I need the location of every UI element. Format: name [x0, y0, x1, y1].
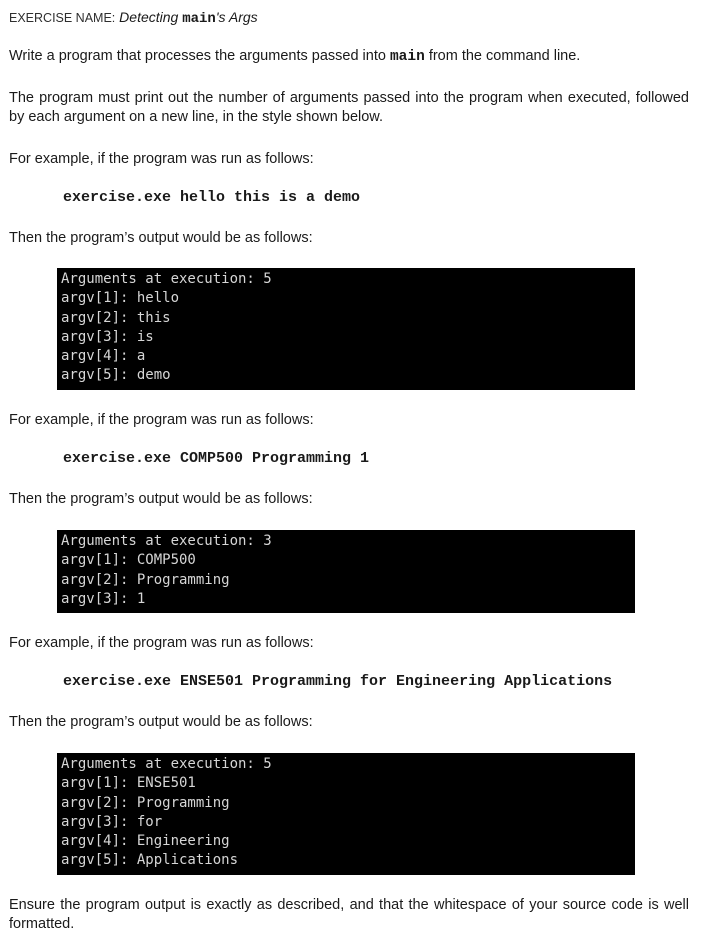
console-line: argv[2]: Programming: [61, 571, 230, 588]
exercise-name: Detecting main's Args: [119, 9, 258, 27]
example-1-console: [57, 268, 635, 390]
exercise-name-label: EXERCISE NAME:: [9, 11, 116, 25]
console-line: argv[4]: Engineering: [61, 833, 230, 850]
intro-paragraph: Write a program that processes the arguments passed into main from the command line.: [9, 48, 581, 65]
exercise-title: [9, 8, 689, 29]
description-paragraph: The program must print out the number of arguments passed into the program when executed, followed by each argument on a new line, in the style shown below.: [9, 90, 689, 125]
example-3-lead: For example, if the program was run as follows:: [9, 635, 314, 651]
example-2-then: Then the program’s output would be as follows:: [9, 491, 313, 507]
example-1-command: exercise.exe hello this is a demo: [63, 189, 361, 206]
console-line: argv[1]: hello: [61, 290, 180, 307]
console-line: Arguments at execution: 5: [61, 271, 272, 287]
console-line: Arguments at execution: 3: [61, 533, 272, 549]
example-1-lead: For example, if the program was run as follows:: [9, 151, 314, 167]
main-keyword: main: [389, 49, 425, 65]
example-2-lead: For example, if the program was run as follows:: [9, 412, 314, 428]
console-line: argv[2]: this: [61, 309, 171, 326]
console-line: argv[3]: 1: [61, 590, 146, 607]
example-2-console: [57, 530, 635, 613]
example-2-command: exercise.exe COMP500 Programming 1: [63, 450, 370, 467]
console-line: Arguments at execution: 5: [61, 756, 272, 772]
example-3-command: exercise.exe ENSE501 Programming for Engineering Applications: [63, 673, 613, 690]
closing-paragraph: Ensure the program output is exactly as described, and that the whitespace of your source code is well formatted.: [9, 897, 689, 932]
console-line: argv[5]: Applications: [61, 852, 239, 869]
example-3-then: Then the program’s output would be as follows:: [9, 714, 313, 730]
console-line: argv[2]: Programming: [61, 794, 230, 811]
console-line: argv[5]: demo: [61, 367, 171, 384]
example-3-console: [57, 753, 635, 875]
example-1-then: Then the program’s output would be as follows:: [9, 230, 313, 246]
console-line: argv[3]: for: [61, 813, 163, 830]
console-line: argv[1]: COMP500: [61, 552, 196, 569]
console-line: argv[1]: ENSE501: [61, 775, 196, 792]
console-line: argv[4]: a: [61, 348, 146, 365]
console-line: argv[3]: is: [61, 328, 154, 345]
